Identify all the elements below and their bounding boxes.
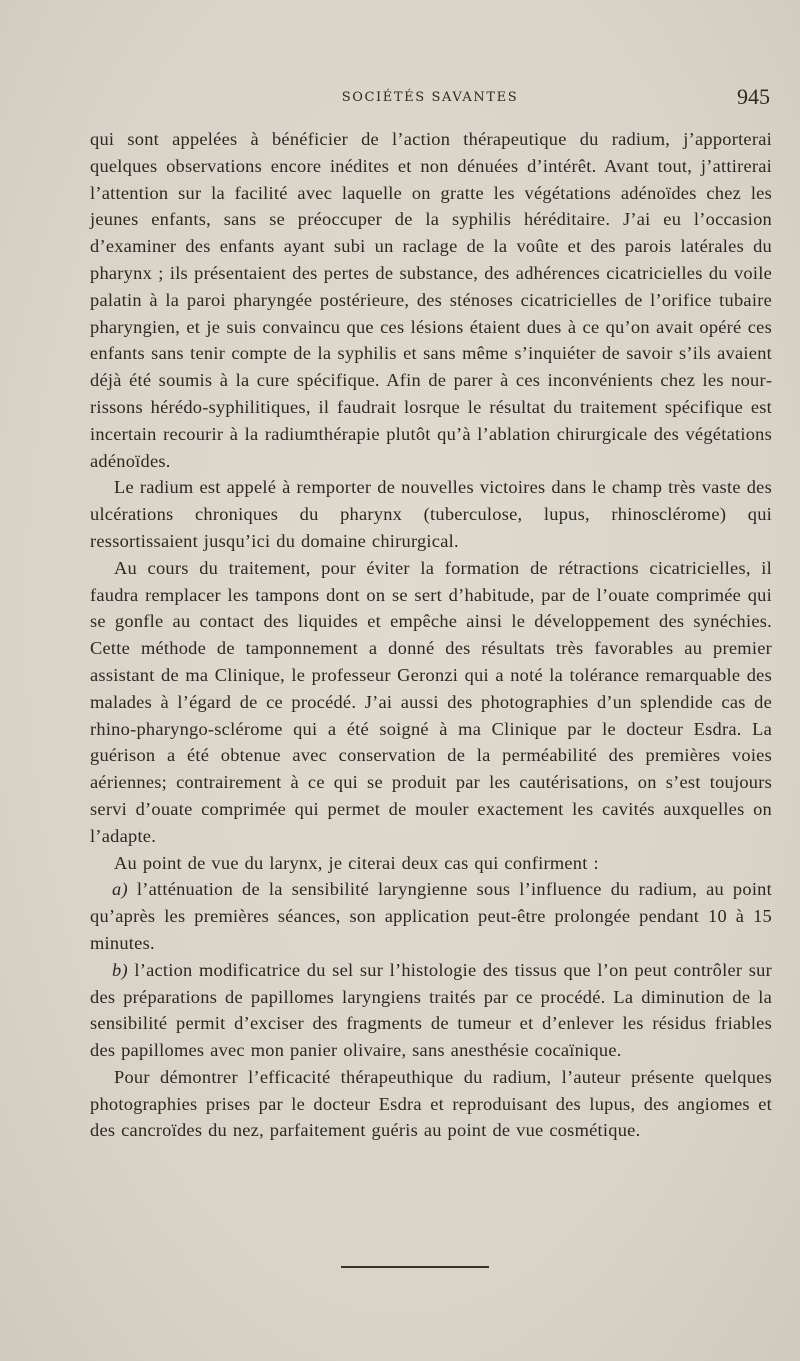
section-end-rule bbox=[341, 1266, 489, 1268]
list-marker-a: a) bbox=[112, 879, 128, 900]
list-item-a bbox=[90, 876, 772, 956]
list-text-a: l’atténuation de la sensibilité laryngienne sous l’influence du radium, au point qu’après les premières séances, son application peut-être prolongée pendant 10 à 15 minutes. bbox=[90, 879, 772, 953]
list-item-b bbox=[90, 957, 772, 1064]
paragraph-radium-therapy-intro: qui sont appelées à bénéficier de l’action thérapeutique du radium, j’apporterai quelques observations encore inédites et non dénuées d’intérêt. Avant tout, j’attirerai l’attention sur la facilité avec laquelle on gratte les végétations adénoïdes chez les jeunes enfants, sans se préoccuper de la syphilis héréditaire. J’ai eu l’occasion d’examiner des enfants ayant subi un raclage de la voûte et des parois latérales du pharynx ; ils présentaient des pertes de substance, des adhérences cicatricielles du voile palatin à la paroi pharyngée postérieure, des sténoses cicatricielles de l’orifice tubaire pharyngien, et je suis convaincu que ces lésions étaient dues à ce qu’on avait opéré ces enfants sans tenir compte de la syphilis et sans même s’inquiéter de savoir s’ils avaient déjà été soumis à la cure spécifique. Afin de parer à ces inconvénients chez les nourrissons hérédo-syphilitiques, il faudrait losrque le résultat du traitement spécifique est incertain recourir à la radiumthérapie plutôt qu’à l’ablation chirurgicale des végétations adénoïdes. bbox=[90, 129, 772, 471]
running-title: SOCIÉTÉS SAVANTES bbox=[341, 90, 519, 105]
list-marker-b: b) bbox=[112, 959, 128, 980]
running-head bbox=[90, 84, 770, 114]
paragraph-compressed-cotton-method: Au cours du traitement, pour éviter la formation de rétractions cicatricielles, il faudra remplacer les tampons dont on se sert d’habitude, par de l’ouate comprimée qui se gonfle au contact des liquides et empêche ainsi le développement des synéchies. Cette méthode de tamponnement a donné des résultats très favorables au premier assistant de ma Clinique, le professeur Geronzi qui a noté la tolérance remarquable des malades à l’égard de ce procédé. J’ai aussi des photographies d’un splendide cas de rhino-pharyngo-sclérome qui a été soigné à ma Clinique par le docteur Esdra. La guérison a été obtenue avec conservation de la perméabilité des premières voies aériennes; contrairement à ce qui se produit par les cautérisations, on s’est toujours servi d’ouate comprimée qui permet de mouler exactement les cavités auxquelles on l’adapte. bbox=[90, 557, 772, 846]
list-text-b: l’action modificatrice du sel sur l’histologie des tissus que l’on peut contrôler sur des préparations de papillomes laryngiens traités par ce procédé. La diminution de la sensibilité permit d’exciser des fragments de tumeur et d’enlever les résidus friables des papillomes avec mon panier olivaire, sans anesthésie cocaïnique. bbox=[90, 959, 772, 1061]
paragraph-photographs-conclusion: Pour démontrer l’efficacité thérapeuthique du radium, l’auteur présente quelques photographies prises par le docteur Esdra et reproduisant des lupus, des angiomes et des cancroïdes du nez, parfaitement guéris au point de vue cosmétique. bbox=[90, 1066, 772, 1141]
paragraph-pharynx-ulcerations: Le radium est appelé à remporter de nouvelles victoires dans le champ très vaste des ulcérations chroniques du pharynx (tuberculose, lupus, rhinosclérome) qui ressortissaient jusqu’ici du domaine chirurgical. bbox=[90, 477, 772, 551]
paragraph-larynx-cases: Au point de vue du larynx, je citerai deux cas qui confirment : bbox=[114, 852, 599, 873]
page-number: 945 bbox=[737, 84, 770, 109]
article-body bbox=[90, 126, 772, 1144]
